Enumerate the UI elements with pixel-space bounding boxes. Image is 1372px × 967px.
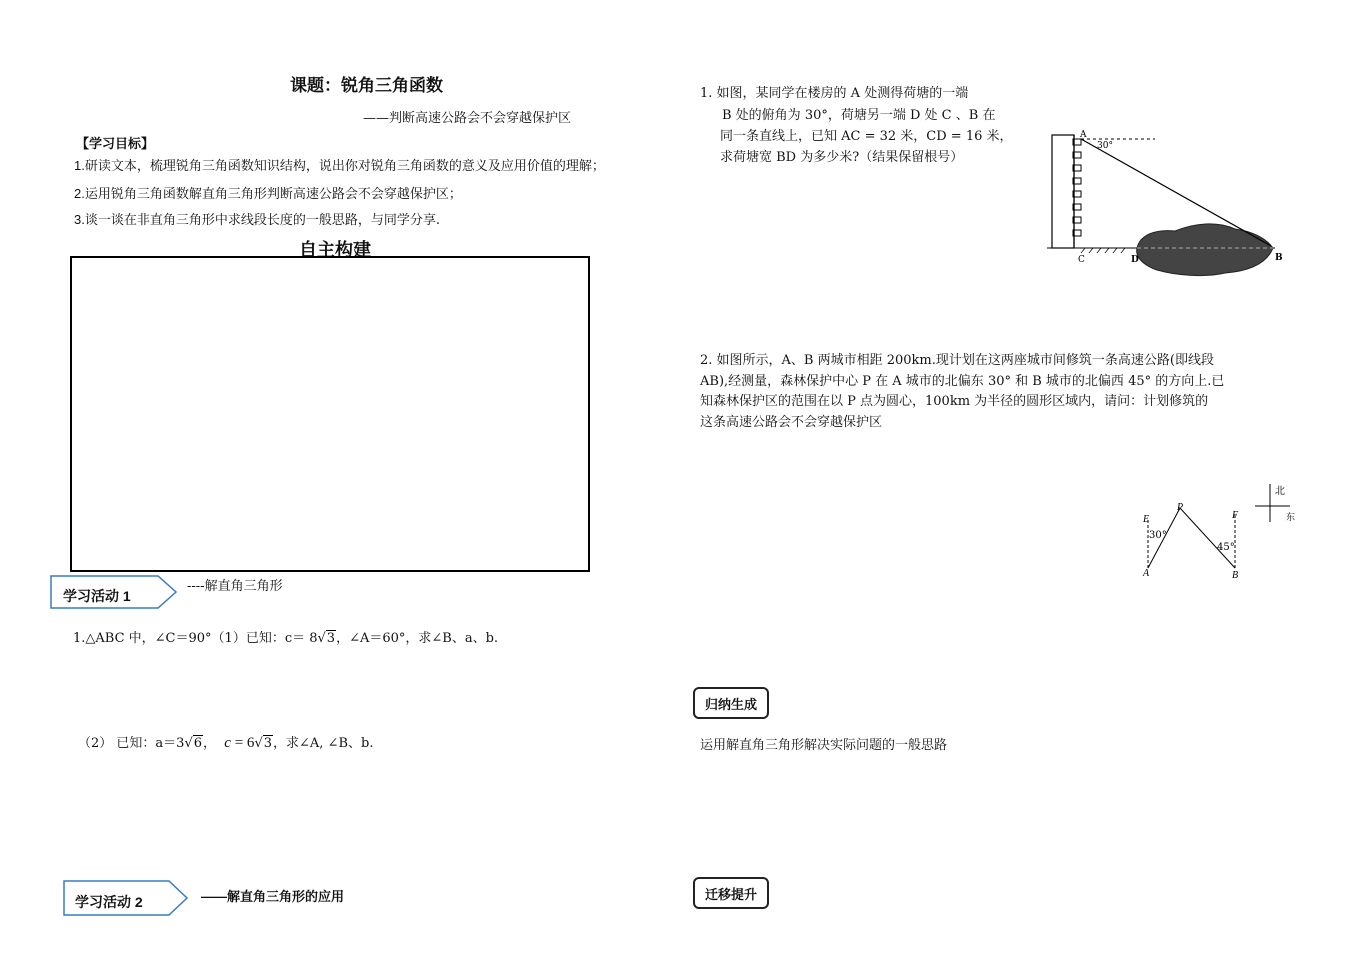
sqrt-symbol: √3	[254, 736, 273, 751]
sqrt-symbol: √6	[184, 736, 203, 751]
goal-item-2	[74, 183, 462, 202]
point-a-label: A	[1080, 130, 1087, 140]
q2-suffix: ，求∠A, ∠B、b.	[273, 736, 374, 751]
point-f-label: F	[1232, 510, 1239, 521]
activity-2-note: ——解直角三角形的应用	[201, 889, 345, 904]
q2-equals: = 6	[230, 735, 255, 751]
q1-text: 1.△ABC 中，∠C＝90°（1）已知：c＝ 8	[73, 631, 318, 646]
q1-radicand: 3	[326, 631, 336, 646]
problem-1-line-2: B 处的俯角为 30°，荷塘另一端 D 处 C 、B 在	[722, 108, 996, 123]
page-subtitle: ——判断高速公路会不会穿越保护区	[363, 111, 572, 126]
activity-2-label: 学习活动 2	[75, 894, 143, 910]
compass-east-label: 东	[1286, 513, 1296, 523]
page-title: 课题：锐角三角函数	[290, 76, 443, 95]
activity-1-note: ----解直角三角形	[187, 579, 283, 594]
q2-text: （2） 已知：a＝3	[78, 736, 185, 751]
activity-1-question-1	[73, 627, 498, 646]
q2-radicand-a: 6	[193, 736, 203, 751]
self-build-answer-box[interactable]	[70, 256, 590, 572]
summary-text: 运用解直角三角形解决实际问题的一般思路	[700, 738, 948, 753]
goal-number: 3.	[74, 212, 85, 227]
q2-separator: ，	[203, 736, 217, 751]
angle-a-label: 30°	[1149, 530, 1167, 541]
self-build-heading: 自主构建	[299, 240, 371, 260]
angle-b-label: 45°	[1217, 542, 1235, 553]
problem-2-line-4: 这条高速公路会不会穿越保护区	[700, 415, 883, 430]
problem-2-line-3: 知森林保护区的范围在以 P 点为圆心，100km 为半径的圆形区域内，请问：计划修筑的	[700, 394, 1209, 409]
activity-1-label: 学习活动 1	[63, 588, 131, 604]
summary-label: 归纳生成	[704, 696, 757, 712]
building-shape	[1052, 135, 1074, 248]
activity-1-tag	[50, 575, 180, 609]
angle-label: 30°	[1097, 141, 1113, 151]
problem-2-line-1: 2. 如图所示，A、B 两城市相距 200km.现计划在这两座城市间修筑一条高速公路(即线段	[700, 353, 1214, 368]
goal-item-3	[74, 209, 440, 228]
point-p-label: P	[1177, 502, 1184, 513]
q1-suffix: ，∠A＝60°，求∠B、a、b.	[336, 631, 499, 646]
activity-1-question-2	[78, 732, 373, 752]
point-b-label: B	[1232, 570, 1239, 581]
point-d-label: D	[1131, 255, 1139, 265]
q2-radicand-c: 3	[263, 736, 273, 751]
point-b-label: B	[1275, 253, 1283, 263]
point-c-label: C	[1078, 255, 1085, 265]
highway-figure	[1135, 480, 1305, 585]
goal-text: 研读文本，梳理锐角三角函数知识结构，说出你对锐角三角函数的意义及应用价值的理解；	[84, 159, 605, 174]
sight-line	[1081, 139, 1271, 246]
activity-2-tag	[63, 880, 193, 916]
goal-text: 运用锐角三角函数解直角三角形判断高速公路会不会穿越保护区；	[84, 187, 462, 202]
point-e-label: E	[1143, 514, 1150, 525]
problem-1-line-3: 同一条直线上，已知 AC = 32 米，CD = 16 米，	[720, 129, 1013, 144]
line-pb	[1180, 508, 1235, 568]
goal-number: 2.	[74, 186, 85, 201]
point-a-label: A	[1143, 568, 1150, 579]
compass-north-label: 北	[1275, 486, 1285, 497]
ground-hatch	[1081, 248, 1125, 253]
transfer-tag	[693, 877, 769, 909]
pond-shape	[1137, 224, 1273, 276]
problem-2-line-2: AB),经测量，森林保护中心 P 在 A 城市的北偏东 30° 和 B 城市的北偏西 45° 的方向上.已	[700, 374, 1225, 389]
pond-figure	[1045, 125, 1290, 285]
problem-1-line-1: 1. 如图，某同学在楼房的 A 处测得荷塘的一端	[700, 86, 969, 101]
q2-c-label: c	[224, 735, 231, 751]
problem-1-line-4: 求荷塘宽 BD 为多少米?（结果保留根号）	[720, 150, 964, 165]
sqrt-symbol: √3	[317, 631, 336, 646]
summary-tag	[693, 687, 769, 719]
transfer-label: 迁移提升	[704, 886, 757, 902]
goal-text: 谈一谈在非直角三角形中求线段长度的一般思路，与同学分享.	[84, 213, 440, 228]
goal-number: 1.	[74, 158, 85, 173]
goal-item-1	[74, 155, 605, 174]
goals-heading: 【学习目标】	[76, 136, 155, 151]
